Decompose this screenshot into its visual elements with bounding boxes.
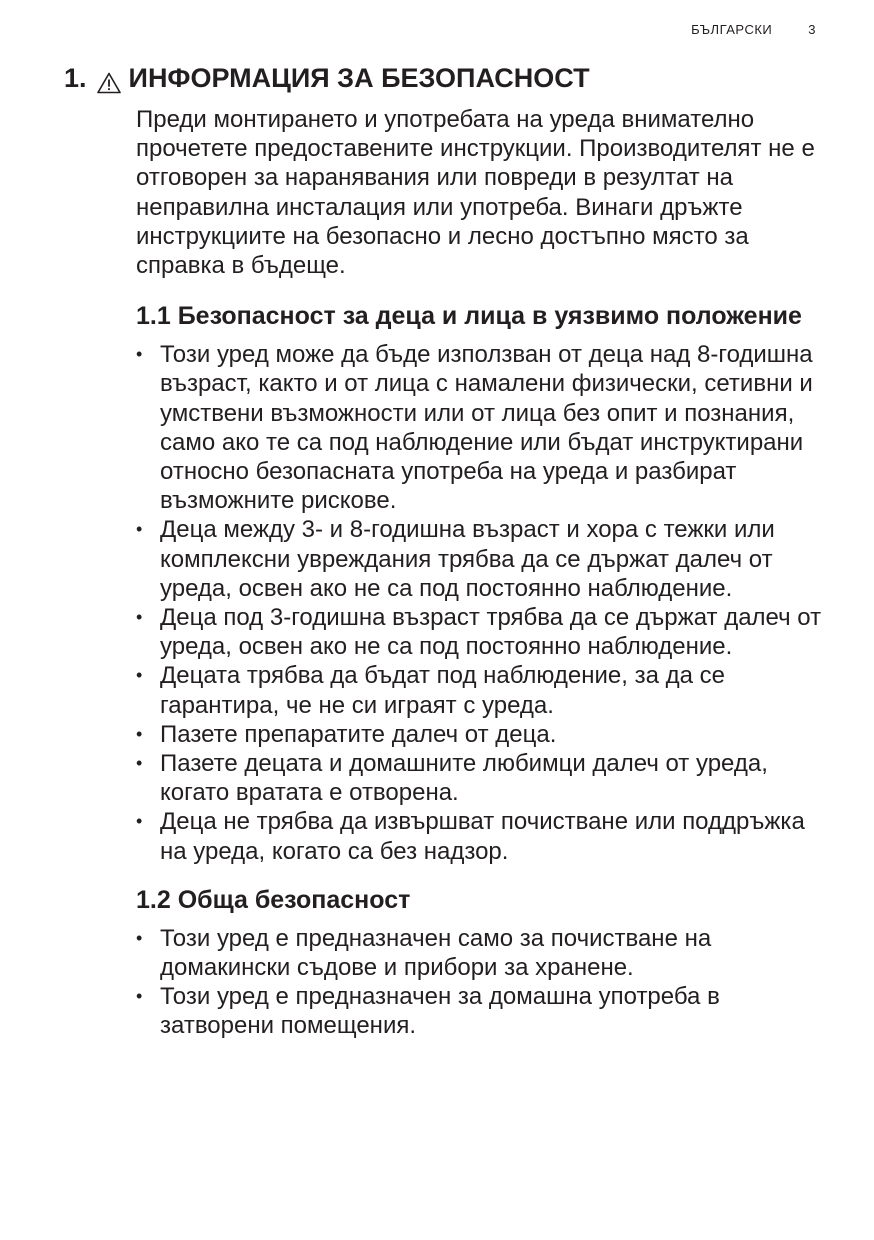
list-item: • Децата трябва да бъдат под наблюдение, за да се гарантира, че не си играят с уреда.: [136, 662, 725, 719]
bullet-icon: •: [136, 986, 143, 1007]
bullet-list-children: [136, 340, 826, 866]
bullet-icon: •: [136, 344, 143, 365]
list-item: • Този уред е предназначен само за почистване на домакински съдове и прибори за хранене.: [136, 924, 712, 982]
bullet-icon: •: [136, 519, 143, 540]
section-title-text: ИНФОРМАЦИЯ ЗА БЕЗОПАСНОСТ: [128, 63, 590, 93]
bullet-icon: •: [136, 927, 143, 948]
section-number: 1.: [64, 63, 87, 93]
page-number: 3: [808, 22, 816, 37]
intro-paragraph: Преди монтирането и употребата на уреда внимателно прочетете предоставените инструкции. Производителят не е отговорен за наранявания или повреди в резултат на неправилна инсталация или употреба. Винаги дръжте инструкциите на безопасно и лесно достъпно място за справка в бъдеще.: [136, 106, 815, 280]
header-language: БЪЛГАРСКИ: [691, 22, 773, 37]
list-item: • Деца под 3-годишна възраст трябва да се държат далеч от уреда, освен ако не са под постоянно наблюдение.: [136, 604, 822, 661]
list-item: • Деца между 3- и 8-годишна възраст и хора с тежки или комплексни увреждания трябва да се държат далеч от уреда, освен ако не са под постоянно наблюдение.: [136, 516, 775, 602]
list-item: • Пазете препаратите далеч от деца.: [136, 720, 557, 748]
bullet-icon: •: [136, 753, 143, 774]
list-item: • Този уред е предназначен за домашна употреба в затворени помещения.: [136, 983, 720, 1040]
bullet-icon: •: [136, 723, 143, 744]
running-header: [691, 22, 816, 37]
subsection-heading-children: 1.1 Безопасност за деца и лица в уязвимо положение: [136, 302, 802, 331]
bullet-icon: •: [136, 607, 143, 628]
bullet-icon: •: [136, 665, 143, 686]
bullet-list-general: [136, 924, 826, 1041]
section-title: [64, 60, 590, 96]
warning-triangle-icon: [97, 67, 121, 89]
list-item: • Пазете децата и домашните любимци далеч от уреда, когато вратата е отворена.: [136, 750, 768, 807]
list-item: • Този уред може да бъде използван от деца над 8-годишна възраст, както и от лица с намалени физически, сетивни и умствени възможности или от лица без опит и познания, само ако те са под наблюдение или бъдат инструктирани относно безопасната употреба на уреда и разбират възможните рискове.: [136, 341, 813, 515]
list-item: • Деца не трябва да извършват почистване или поддръжка на уреда, когато са без надзор.: [136, 808, 805, 865]
content-column: [136, 105, 826, 1041]
subsection-heading-general: 1.2 Обща безопасност: [136, 885, 411, 914]
bullet-icon: •: [136, 811, 143, 832]
